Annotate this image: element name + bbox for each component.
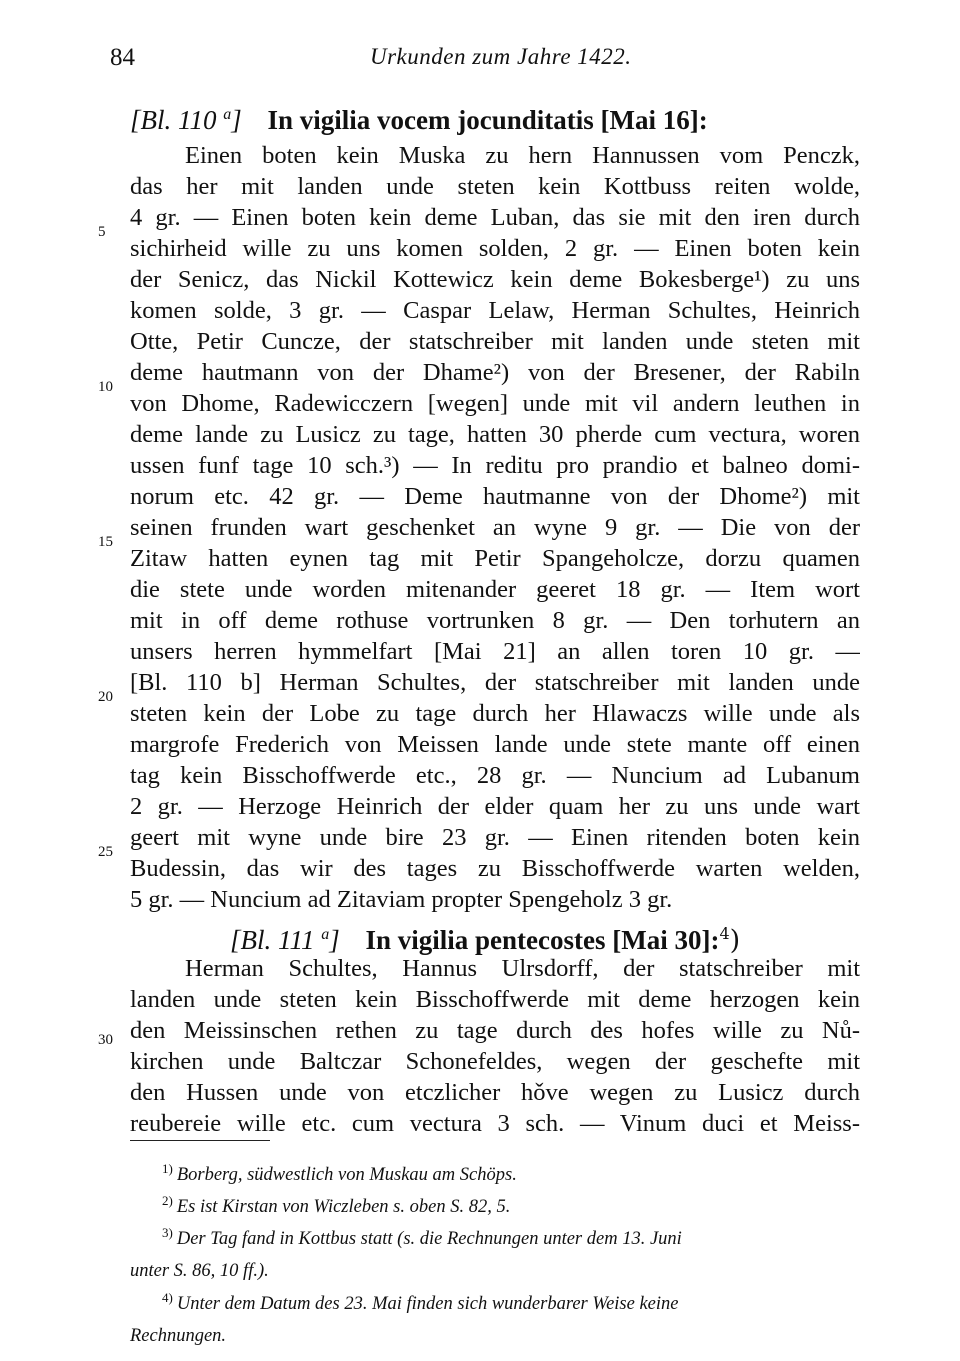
text-line: ussen funf tage 10 sch.³) — In reditu pro prandio et balneo domi-: [130, 452, 860, 479]
footnote-text: Es ist Kirstan von Wiczleben s. oben S. 82, 5.: [176, 1197, 511, 1218]
text-line: reubereie wille etc. cum vectura 3 sch. — Vinum duci et Meiss-: [130, 1110, 860, 1137]
margin-line-number: 20: [98, 689, 113, 705]
footnotes: [130, 1156, 860, 1349]
text-line: deme hautmann von der Dhame²) von der Bresener, der Rabiln: [130, 359, 860, 386]
footnote-divider: [130, 1140, 270, 1141]
text-line: 4 gr. — Einen boten kein deme Luban, das sie mit den iren durch: [130, 204, 860, 231]
text-line: mit in off deme rothuse vortrunken 8 gr. — Den torhutern an: [130, 607, 860, 634]
text-line: die stete unde worden mitenander geeret 18 gr. — Item wort: [130, 576, 860, 603]
text-line: sichirheid wille zu uns komen solden, 2 gr. — Einen boten kein: [130, 235, 860, 262]
footnote-mark: 2): [162, 1193, 173, 1209]
margin-line-number: 25: [98, 844, 113, 860]
footnote: [130, 1220, 860, 1252]
footnote: [130, 1317, 860, 1349]
text-line: geert mit wyne unde bire 23 gr. — Einen ritenden boten kein: [130, 824, 860, 851]
text-line: Budessin, das wir des tages zu Bisschoffwerde warten welden,: [130, 855, 860, 882]
text-line: unsers herren hymmelfart [Mai 21] an allen toren 10 gr. —: [130, 638, 860, 665]
text-line: seinen frunden wart geschenket an wyne 9 gr. — Die von der: [130, 514, 860, 541]
entry-heading-1: [130, 95, 860, 135]
text-line: kirchen unde Baltczar Schonefeldes, wegen der geschefte mit: [130, 1048, 860, 1075]
text-line: den Hussen unde von etczlicher hǒve wegen zu Lusicz durch: [130, 1079, 860, 1106]
text-line: 5 gr. — Nuncium ad Zitaviam propter Spengeholz 3 gr.: [130, 886, 673, 913]
text-line: margrofe Frederich von Meissen lande unde stete mante off einen: [130, 731, 860, 758]
text-line: steten kein der Lobe zu tage durch her Hlawaczs wille unde als: [130, 700, 860, 727]
running-title: Urkunden zum Jahre 1422.: [370, 44, 632, 69]
page-header: [110, 40, 860, 80]
footnote-mark: 4): [162, 1289, 173, 1305]
text-line: komen solde, 3 gr. — Caspar Lelaw, Herman Schultes, Heinrich: [130, 297, 860, 324]
margin-line-number: 30: [98, 1032, 113, 1048]
heading-text: In vigilia vocem jocunditatis [Mai 16]:: [267, 105, 708, 135]
text-line: den Meissinschen rethen zu tage durch des hofes wille zu Nů-: [130, 1017, 860, 1044]
footnote: [130, 1156, 860, 1188]
footnote-mark: 1): [162, 1161, 173, 1176]
margin-line-number: 15: [98, 534, 113, 550]
footnote-text: unter S. 86, 10 ff.).: [130, 1261, 269, 1282]
folio-ref: [Bl. 110 $^a$]: [130, 105, 242, 135]
footnote: [130, 1188, 860, 1220]
text-line: von Dhome, Radewicczern [wegen] unde mit vil andern leuthen in: [130, 390, 860, 417]
footnote-mark: 3): [162, 1225, 173, 1241]
footnote-text: Unter dem Datum des 23. Mai finden sich wunderbarer Weise keine: [176, 1293, 679, 1314]
margin-line-number: 10: [98, 379, 113, 395]
footnote: [130, 1285, 860, 1317]
text-line: deme lande zu Lusicz zu tage, hatten 30 pherde cum vectura, woren: [130, 421, 860, 448]
folio-ref: [Bl. 111 $^a$]: [230, 925, 340, 955]
text-line: [Bl. 110 b] Herman Schultes, der statschreiber mit landen unde: [130, 669, 860, 696]
footnote-text: Borberg, südwestlich von Muskau am Schöps.: [176, 1165, 517, 1186]
text-line: 2 gr. — Herzoge Heinrich der elder quam her zu uns unde wart: [130, 793, 860, 820]
text-line: Zitaw hatten eynen tag mit Petir Spangeholcze, dorzu quamen: [130, 545, 860, 572]
footnote-ref: 4: [719, 924, 730, 943]
entry-heading-2: [Bl. 111 $^a$] In vigilia pentecostes [Mai 30]:$^4$): [230, 924, 741, 956]
footnote-text: Rechnungen.: [130, 1325, 227, 1346]
margin-line-number: 5: [98, 224, 106, 240]
text-line: Herman Schultes, Hannus Ulrsdorff, der statschreiber mit: [185, 955, 860, 982]
text-line: norum etc. 42 gr. — Deme hautmanne von der Dhome²) mit: [130, 483, 860, 510]
text-line: Otte, Petir Cuncze, der statschreiber mit landen unde steten mit: [130, 328, 860, 355]
text-line: landen unde steten kein Bisschoffwerde mit deme herzogen kein: [130, 986, 860, 1013]
footnote: [130, 1252, 860, 1284]
text-line: tag kein Bisschoffwerde etc., 28 gr. — Nuncium ad Lubanum: [130, 762, 860, 789]
entry-body-1: [130, 140, 860, 915]
text-line: Einen boten kein Muska zu hern Hannussen vom Penczk,: [185, 142, 860, 169]
text-line: das her mit landen unde steten kein Kottbuss reiten wolde,: [130, 173, 860, 200]
entry-body-2: [130, 953, 860, 1139]
heading-text: In vigilia pentecostes [Mai 30]:: [365, 925, 720, 955]
text-line: der Senicz, das Nickil Kottewicz kein deme Bokesberge¹) zu uns: [130, 266, 860, 293]
footnote-text: Der Tag fand in Kottbus statt (s. die Rechnungen unter dem 13. Juni: [176, 1229, 682, 1250]
page-number: 84: [110, 44, 135, 71]
